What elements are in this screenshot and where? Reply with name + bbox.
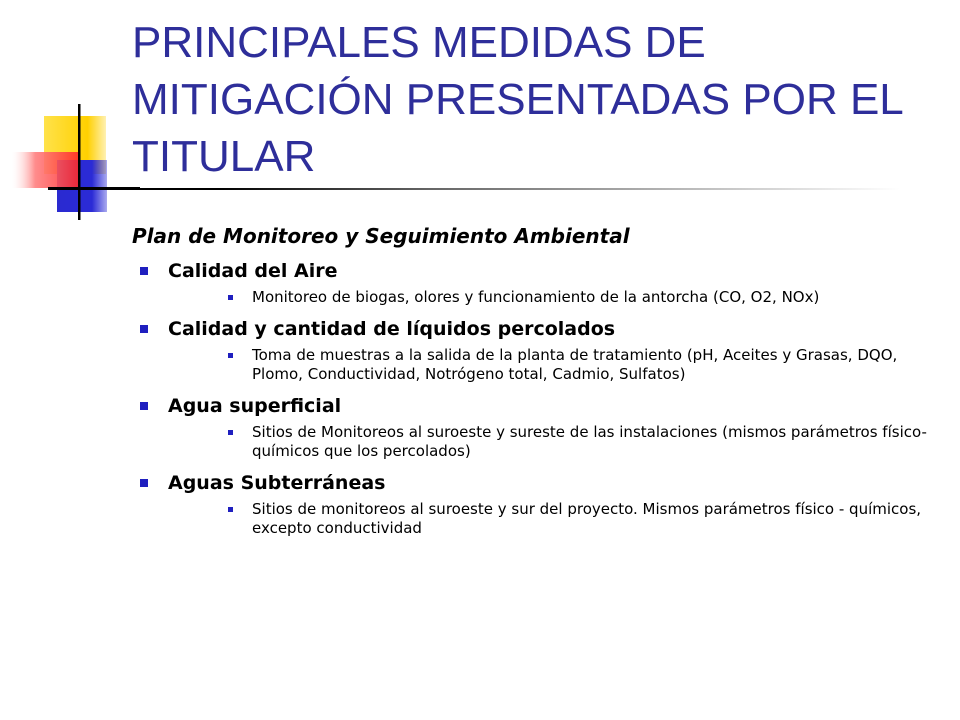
list-item-heading [140,393,930,419]
list-item-liquidos-percolados [140,316,930,384]
heading-text: Aguas Subterráneas [168,472,386,494]
sub-list [140,423,930,461]
small-square-bullet-icon [228,507,233,512]
decorative-logo-graphic [0,0,140,230]
small-square-bullet-icon [228,430,233,435]
slide-subtitle: Plan de Monitoreo y Seguimiento Ambiental [132,224,630,248]
list-item-heading [140,258,930,284]
heading-text: Calidad y cantidad de líquidos percolados [168,318,616,340]
sub-list-item [140,288,930,307]
sub-item-text: Toma de muestras a la salida de la planta de tratamiento (pH, Aceites y Grasas, DQO, Plomo, Conductividad, Notrógeno total, Cadmio, Sulfatos) [252,346,898,383]
sub-item-text: Monitoreo de biogas, olores y funcionamiento de la antorcha (CO, O2, NOx) [252,288,820,306]
logo-red-square [12,152,78,188]
bullet-list [140,258,930,547]
square-bullet-icon [140,479,148,487]
sub-list [140,346,930,384]
logo-vertical-line [78,104,81,220]
square-bullet-icon [140,325,148,333]
list-item-aguas-subterraneas [140,470,930,538]
sub-item-text: Sitios de monitoreos al suroeste y sur del proyecto. Mismos parámetros físico - químicos, excepto conductividad [252,500,922,537]
sub-list-item [140,500,930,538]
sub-list [140,500,930,538]
square-bullet-icon [140,267,148,275]
list-item-heading [140,316,930,342]
list-item-heading [140,470,930,496]
list-item-agua-superficial [140,393,930,461]
sub-item-text: Sitios de Monitoreos al suroeste y sureste de las instalaciones (mismos parámetros físico-químicos que los percolados) [252,423,927,460]
sub-list-item [140,423,930,461]
heading-text: Calidad del Aire [168,260,338,282]
title-divider [48,188,900,190]
sub-list-item [140,346,930,384]
small-square-bullet-icon [228,353,233,358]
square-bullet-icon [140,402,148,410]
small-square-bullet-icon [228,295,233,300]
sub-list [140,288,930,307]
list-item-calidad-aire [140,258,930,307]
heading-text: Agua superficial [168,395,342,417]
slide-title: PRINCIPALES MEDIDAS DE MITIGACIÓN PRESENTADAS POR EL TITULAR [132,18,903,181]
